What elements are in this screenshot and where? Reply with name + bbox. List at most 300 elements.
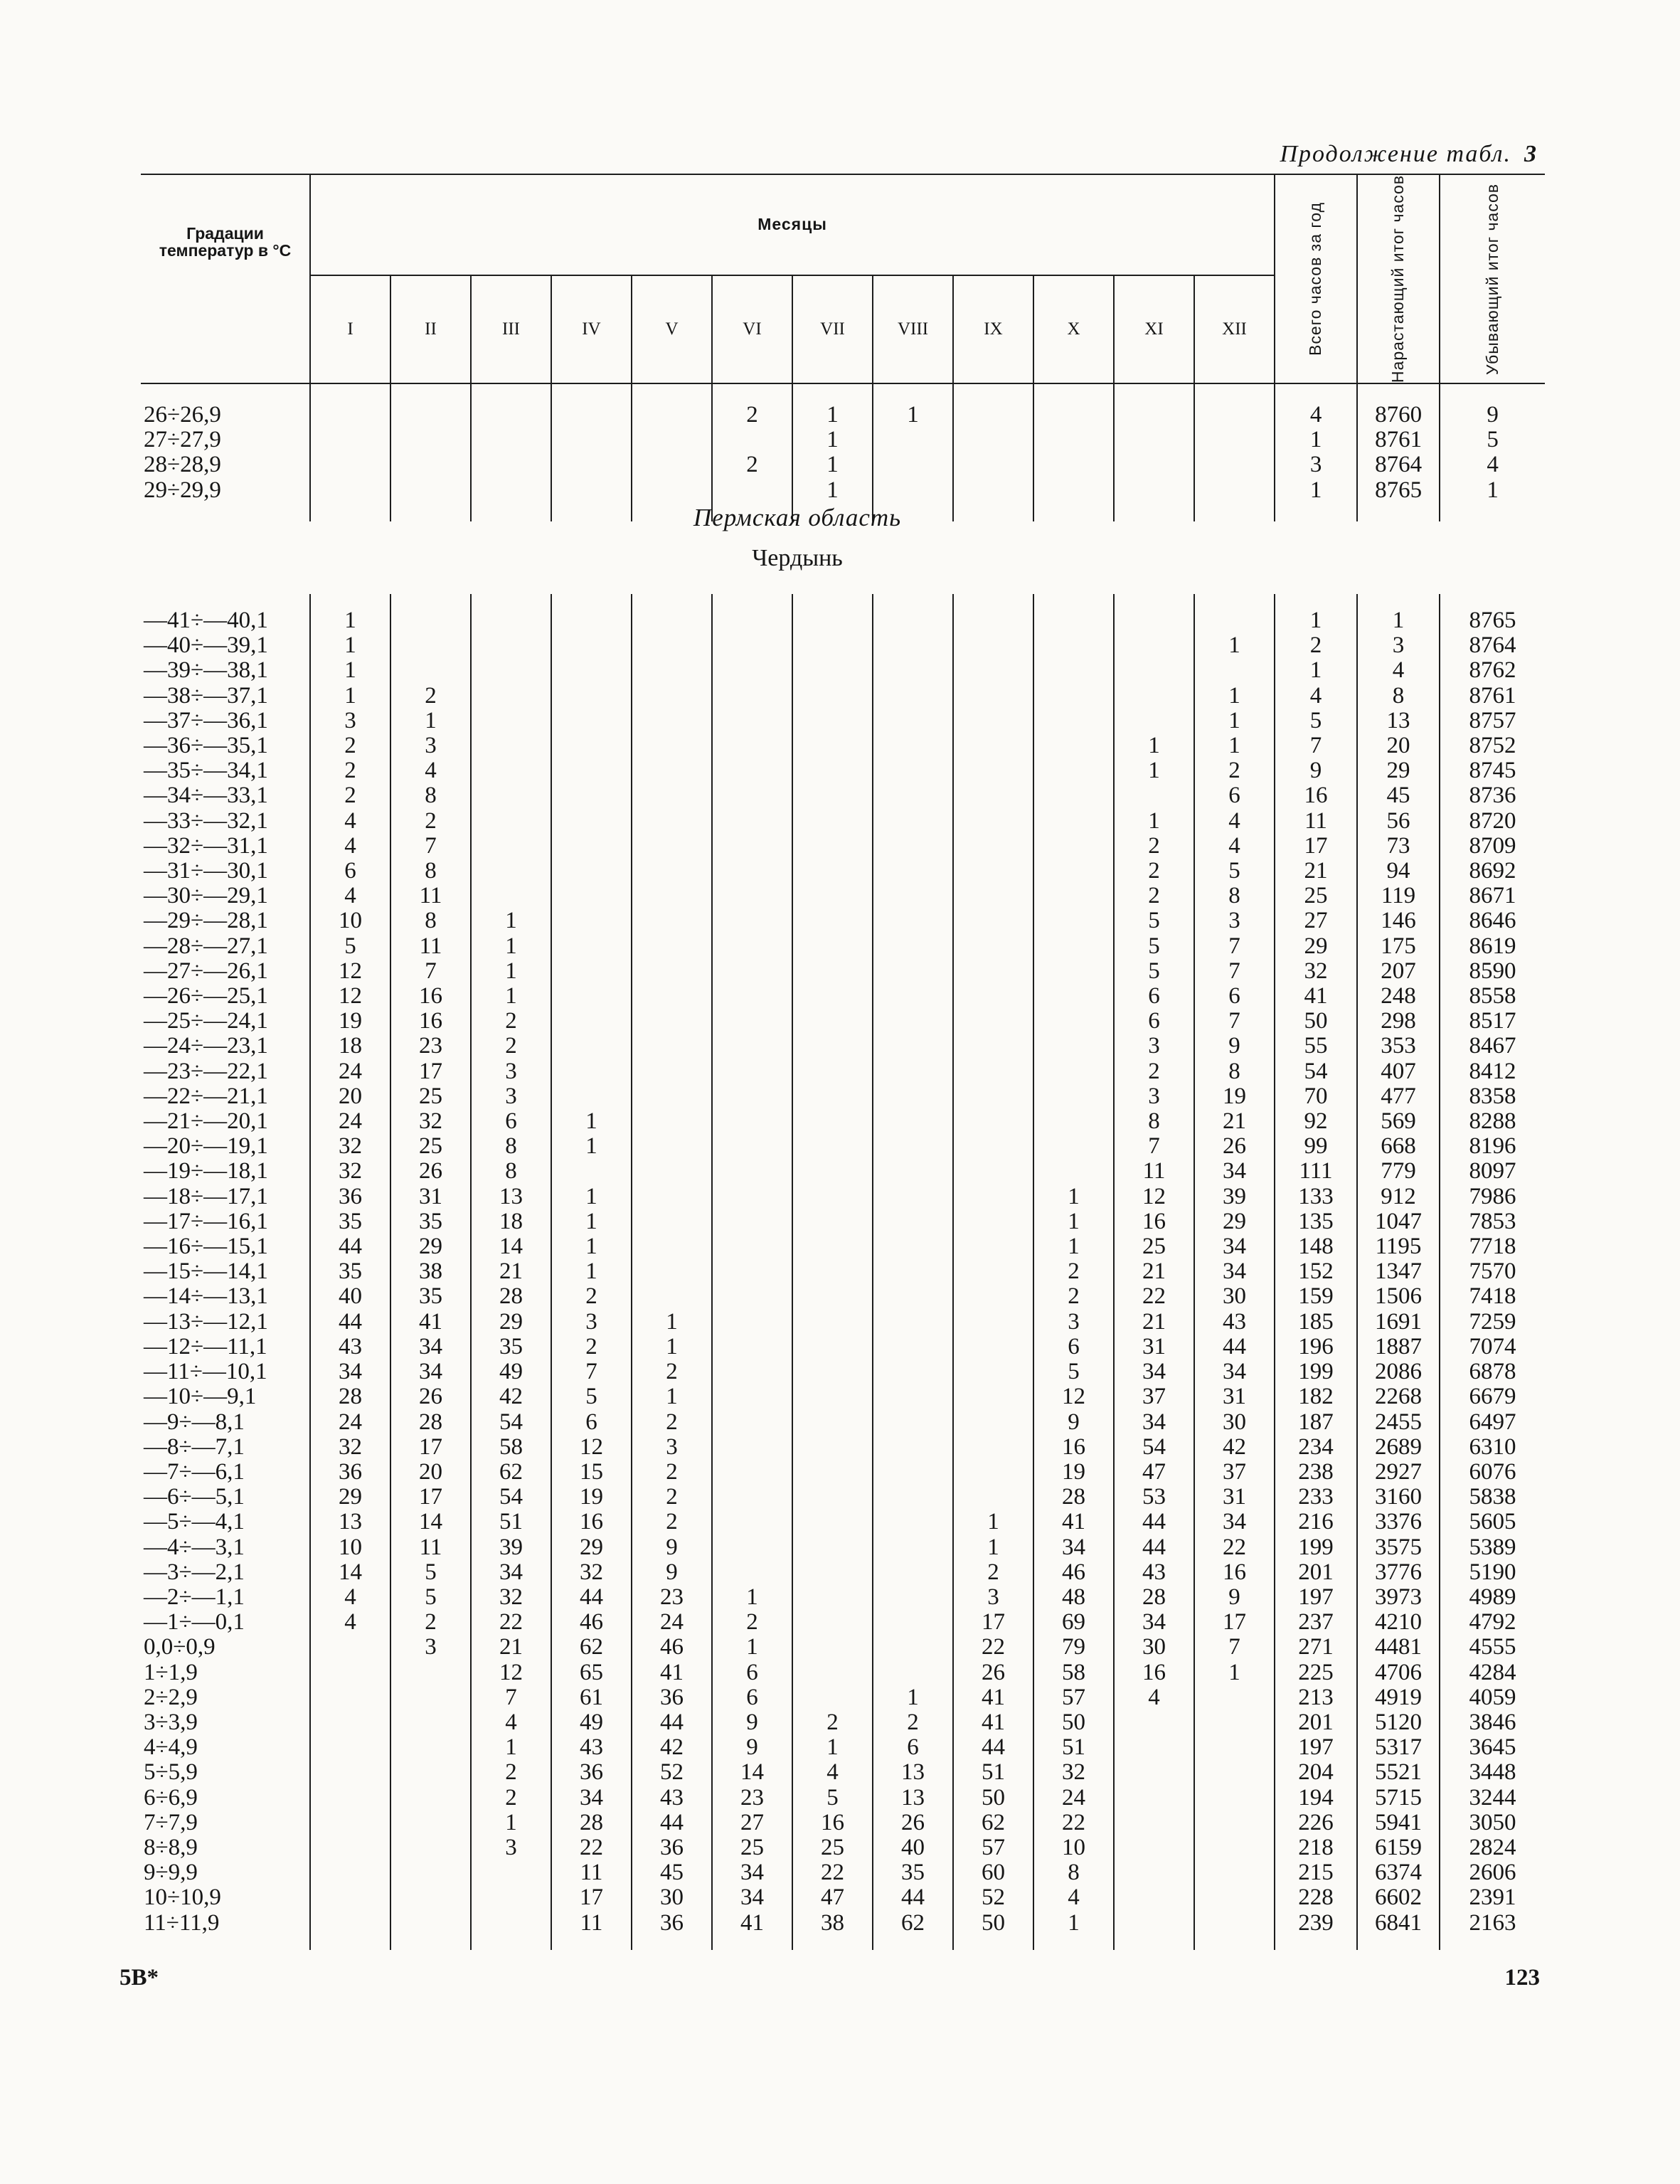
month-value-cell (310, 1835, 390, 1860)
total-cell: 225 (1275, 1660, 1357, 1685)
month-value-cell (953, 908, 1033, 933)
total-cell: 135 (1275, 1209, 1357, 1234)
grade-cell: 26÷26,9 (144, 402, 221, 428)
month-value-cell (873, 1435, 953, 1460)
month-value-cell (1194, 428, 1275, 452)
month-value-cell (1033, 1134, 1114, 1159)
month-value-cell (1194, 1760, 1275, 1785)
month-value-cell (1114, 1860, 1194, 1885)
table-row (141, 859, 1545, 884)
decreasing-cell: 7418 (1440, 1284, 1545, 1309)
grade-cell: —30÷—29,1 (144, 883, 268, 909)
month-value-cell (632, 1009, 712, 1034)
month-value-cell (792, 959, 873, 984)
month-value-cell (471, 428, 551, 452)
month-value-cell (390, 1760, 471, 1785)
month-value-cell (712, 834, 792, 859)
month-value-cell (712, 709, 792, 733)
table-row (141, 1310, 1545, 1335)
total-cell: 197 (1275, 1735, 1357, 1760)
month-value-cell: 11 (551, 1911, 632, 1936)
month-value-cell: 4 (310, 1585, 390, 1610)
total-cell: 11 (1275, 809, 1357, 834)
month-value-cell: 3 (551, 1310, 632, 1335)
month-value-cell: 14 (310, 1560, 390, 1585)
month-value-cell (390, 428, 471, 452)
month-value-cell: 44 (551, 1585, 632, 1610)
month-header: VIII (873, 275, 953, 383)
month-value-cell: 35 (310, 1209, 390, 1234)
month-value-cell (873, 1660, 953, 1685)
month-value-cell: 8 (390, 783, 471, 808)
grade-cell: —38÷—37,1 (144, 682, 268, 709)
month-value-cell: 16 (390, 1009, 471, 1034)
grade-header: Градации температур в °С (159, 224, 292, 260)
spacer-row (141, 1936, 1545, 1950)
month-value-cell: 6 (310, 859, 390, 884)
month-value-cell (953, 1234, 1033, 1259)
month-value-cell: 44 (1114, 1535, 1194, 1560)
month-value-cell (953, 478, 1033, 503)
month-value-cell: 19 (551, 1485, 632, 1510)
month-value-cell (1033, 1059, 1114, 1084)
grade-cell: —15÷—14,1 (144, 1258, 268, 1285)
month-value-cell (310, 1860, 390, 1885)
month-header: XI (1114, 275, 1194, 383)
month-value-cell (551, 478, 632, 503)
month-value-cell: 41 (953, 1710, 1033, 1735)
month-value-cell (390, 1660, 471, 1685)
table-row (141, 1485, 1545, 1510)
cumulative-cell: 1691 (1357, 1310, 1440, 1335)
total-cell: 238 (1275, 1460, 1357, 1485)
month-value-cell (1194, 1735, 1275, 1760)
month-value-cell: 31 (390, 1184, 471, 1209)
month-value-cell: 49 (551, 1710, 632, 1735)
month-value-cell (632, 684, 712, 709)
month-value-cell (873, 1284, 953, 1309)
decreasing-cell: 8358 (1440, 1084, 1545, 1109)
table-row (141, 403, 1545, 428)
month-value-cell: 54 (471, 1410, 551, 1435)
month-value-cell (632, 984, 712, 1009)
decreasing-cell: 8619 (1440, 934, 1545, 959)
month-value-cell: 17 (390, 1435, 471, 1460)
month-value-cell: 3 (390, 733, 471, 758)
month-value-cell (873, 884, 953, 908)
month-value-cell: 30 (1194, 1284, 1275, 1309)
month-value-cell (873, 1084, 953, 1109)
month-value-cell (310, 1760, 390, 1785)
month-value-cell (953, 758, 1033, 783)
month-value-cell: 34 (1114, 1359, 1194, 1384)
month-value-cell (310, 1786, 390, 1811)
month-value-cell: 1 (1194, 709, 1275, 733)
month-value-cell: 24 (632, 1610, 712, 1635)
total-cell: 228 (1275, 1885, 1357, 1910)
month-value-cell: 2 (1114, 859, 1194, 884)
month-value-cell: 47 (1114, 1460, 1194, 1485)
total-cell: 271 (1275, 1635, 1357, 1660)
grade-cell: —7÷—6,1 (144, 1458, 245, 1485)
month-value-cell: 30 (1114, 1635, 1194, 1660)
month-value-cell: 2 (471, 1786, 551, 1811)
month-value-cell (873, 633, 953, 658)
month-value-cell (310, 1685, 390, 1710)
total-cell: 185 (1275, 1310, 1357, 1335)
month-value-cell: 38 (390, 1259, 471, 1284)
month-value-cell (632, 959, 712, 984)
table-row (141, 1460, 1545, 1485)
month-value-cell: 54 (471, 1485, 551, 1510)
grade-cell: 10÷10,9 (144, 1885, 221, 1911)
main-table (141, 594, 1545, 1950)
decreasing-cell: 6679 (1440, 1384, 1545, 1409)
continuation-label: Продолжение табл. (1280, 141, 1511, 167)
cumulative-cell: 1887 (1357, 1335, 1440, 1359)
month-value-cell (873, 1209, 953, 1234)
month-value-cell (712, 1359, 792, 1384)
month-value-cell: 29 (471, 1310, 551, 1335)
month-value-cell (953, 1284, 1033, 1309)
table-number: 3 (1524, 141, 1538, 167)
month-value-cell (632, 633, 712, 658)
month-value-cell (712, 1284, 792, 1309)
month-value-cell: 4 (310, 1610, 390, 1635)
month-value-cell (390, 633, 471, 658)
month-value-cell: 42 (1194, 1435, 1275, 1460)
month-value-cell (792, 1660, 873, 1685)
table-row (141, 658, 1545, 683)
total-cell: 182 (1275, 1384, 1357, 1409)
month-value-cell (873, 1635, 953, 1660)
month-value-cell (873, 1384, 953, 1409)
grade-cell: —26÷—25,1 (144, 983, 268, 1009)
month-value-cell (632, 452, 712, 477)
month-value-cell (390, 1710, 471, 1735)
month-value-cell (632, 1209, 712, 1234)
table-row (141, 1510, 1545, 1534)
decreasing-cell: 5605 (1440, 1510, 1545, 1534)
month-value-cell (712, 884, 792, 908)
month-value-cell (551, 684, 632, 709)
grade-cell: —6÷—5,1 (144, 1484, 245, 1510)
month-value-cell: 1 (792, 1735, 873, 1760)
month-value-cell: 49 (471, 1359, 551, 1384)
month-value-cell (1194, 1885, 1275, 1910)
month-value-cell: 1 (1114, 758, 1194, 783)
month-value-cell (873, 1485, 953, 1510)
month-value-cell: 19 (310, 1009, 390, 1034)
cumulative-cell: 1 (1357, 608, 1440, 633)
month-value-cell (1194, 1786, 1275, 1811)
month-value-cell (551, 908, 632, 933)
month-value-cell: 2 (712, 452, 792, 477)
month-value-cell: 9 (712, 1735, 792, 1760)
grade-cell: 28÷28,9 (144, 452, 221, 478)
month-value-cell (792, 1234, 873, 1259)
month-value-cell (873, 452, 953, 477)
month-value-cell: 35 (471, 1335, 551, 1359)
month-value-cell: 2 (471, 1009, 551, 1034)
table-row (141, 908, 1545, 933)
month-value-cell: 37 (1114, 1384, 1194, 1409)
cumulative-cell: 13 (1357, 709, 1440, 733)
month-value-cell: 32 (310, 1435, 390, 1460)
month-value-cell (1114, 1911, 1194, 1936)
cumulative-cell: 2455 (1357, 1410, 1440, 1435)
month-value-cell (953, 959, 1033, 984)
month-value-cell (1194, 658, 1275, 683)
month-value-cell (712, 1535, 792, 1560)
month-value-cell: 43 (1114, 1560, 1194, 1585)
grade-cell: —12÷—11,1 (144, 1333, 267, 1359)
month-value-cell: 22 (953, 1635, 1033, 1660)
month-value-cell: 25 (712, 1835, 792, 1860)
month-value-cell (792, 1310, 873, 1335)
month-value-cell (712, 908, 792, 933)
month-value-cell: 46 (551, 1610, 632, 1635)
table-row (141, 1109, 1545, 1134)
month-value-cell (792, 733, 873, 758)
total-cell: 1 (1275, 428, 1357, 452)
month-value-cell (712, 1034, 792, 1059)
total-cell: 196 (1275, 1335, 1357, 1359)
month-value-cell: 1 (551, 1184, 632, 1209)
cumulative-cell: 6841 (1357, 1911, 1440, 1936)
month-value-cell: 32 (390, 1109, 471, 1134)
month-value-cell (1194, 1835, 1275, 1860)
month-value-cell (471, 684, 551, 709)
month-value-cell: 5 (310, 934, 390, 959)
grade-cell: —16÷—15,1 (144, 1234, 268, 1260)
month-value-cell (632, 428, 712, 452)
total-cell: 234 (1275, 1435, 1357, 1460)
month-value-cell: 22 (1114, 1284, 1194, 1309)
month-value-cell (712, 1435, 792, 1460)
month-value-cell (873, 1234, 953, 1259)
month-value-cell (712, 809, 792, 834)
month-value-cell (310, 1660, 390, 1685)
month-value-cell: 3 (471, 1835, 551, 1860)
cumulative-cell: 912 (1357, 1184, 1440, 1209)
month-value-cell: 1 (471, 959, 551, 984)
month-value-cell (1033, 1084, 1114, 1109)
grade-cell: —9÷—8,1 (144, 1409, 245, 1435)
month-value-cell: 25 (792, 1835, 873, 1860)
month-value-cell (632, 478, 712, 503)
month-value-cell: 16 (390, 984, 471, 1009)
decreasing-cell: 2824 (1440, 1835, 1545, 1860)
month-value-cell: 43 (310, 1335, 390, 1359)
month-value-cell: 4 (1114, 1685, 1194, 1710)
month-value-cell (792, 1435, 873, 1460)
month-value-cell: 44 (953, 1735, 1033, 1760)
month-value-cell (632, 1234, 712, 1259)
cumulative-cell: 248 (1357, 984, 1440, 1009)
month-value-cell (953, 1184, 1033, 1209)
month-value-cell (953, 1159, 1033, 1184)
decreasing-cell: 8720 (1440, 809, 1545, 834)
spacer-row (141, 383, 1545, 403)
month-value-cell (310, 403, 390, 428)
spacer-row (141, 594, 1545, 608)
month-value-cell: 27 (712, 1811, 792, 1835)
table-row (141, 1184, 1545, 1209)
month-value-cell: 23 (390, 1034, 471, 1059)
month-value-cell: 61 (551, 1685, 632, 1710)
month-header: VI (712, 275, 792, 383)
table-row (141, 1209, 1545, 1234)
month-value-cell: 21 (1114, 1310, 1194, 1335)
month-value-cell: 17 (953, 1610, 1033, 1635)
month-value-cell: 2 (1194, 758, 1275, 783)
month-value-cell (1033, 758, 1114, 783)
total-cell: 1 (1275, 658, 1357, 683)
month-value-cell (1114, 1735, 1194, 1760)
months-header: Месяцы (310, 174, 1275, 275)
month-value-cell: 40 (310, 1284, 390, 1309)
table-row (141, 984, 1545, 1009)
month-value-cell (390, 1860, 471, 1885)
month-value-cell: 3 (1194, 908, 1275, 933)
month-value-cell: 44 (310, 1310, 390, 1335)
month-value-cell: 36 (310, 1184, 390, 1209)
month-value-cell: 12 (1033, 1384, 1114, 1409)
month-value-cell: 4 (310, 809, 390, 834)
month-value-cell: 8 (471, 1159, 551, 1184)
table-row (141, 1259, 1545, 1284)
month-value-cell: 25 (390, 1084, 471, 1109)
month-value-cell (1033, 403, 1114, 428)
month-value-cell (1033, 959, 1114, 984)
month-value-cell: 4 (310, 834, 390, 859)
decreasing-cell: 5 (1440, 428, 1545, 452)
month-value-cell: 16 (551, 1510, 632, 1534)
month-value-cell (1033, 608, 1114, 633)
total-cell: 54 (1275, 1059, 1357, 1084)
month-value-cell (873, 1610, 953, 1635)
month-value-cell (1114, 783, 1194, 808)
month-value-cell (1114, 452, 1194, 477)
month-value-cell (873, 783, 953, 808)
month-value-cell (712, 608, 792, 633)
month-value-cell (310, 1635, 390, 1660)
month-value-cell (792, 984, 873, 1009)
month-value-cell: 24 (310, 1410, 390, 1435)
month-value-cell (1194, 1860, 1275, 1885)
month-value-cell: 5 (390, 1585, 471, 1610)
grade-cell: —23÷—22,1 (144, 1058, 268, 1084)
decreasing-cell: 4059 (1440, 1685, 1545, 1710)
decreasing-cell: 3645 (1440, 1735, 1545, 1760)
month-value-cell: 3 (471, 1084, 551, 1109)
month-value-cell (953, 733, 1033, 758)
month-value-cell (1114, 1835, 1194, 1860)
month-value-cell: 12 (1114, 1184, 1194, 1209)
month-value-cell (712, 758, 792, 783)
month-value-cell: 34 (310, 1359, 390, 1384)
month-value-cell: 8 (1194, 1059, 1275, 1084)
decreasing-cell: 3050 (1440, 1811, 1545, 1835)
decreasing-cell: 7259 (1440, 1310, 1545, 1335)
month-value-cell: 1 (310, 633, 390, 658)
month-value-cell: 62 (551, 1635, 632, 1660)
month-header: IV (551, 275, 632, 383)
month-value-cell: 10 (310, 1535, 390, 1560)
month-value-cell: 37 (1194, 1460, 1275, 1485)
month-value-cell (551, 608, 632, 633)
month-value-cell (632, 809, 712, 834)
decreasing-cell: 8467 (1440, 1034, 1545, 1059)
table-row (141, 452, 1545, 477)
month-value-cell (632, 709, 712, 733)
month-value-cell (551, 859, 632, 884)
month-value-cell: 21 (471, 1259, 551, 1284)
month-value-cell (712, 1310, 792, 1335)
cumulative-cell: 3160 (1357, 1485, 1440, 1510)
table-row (141, 1685, 1545, 1710)
month-value-cell (792, 1384, 873, 1409)
month-value-cell (310, 1885, 390, 1910)
month-value-cell: 5 (1033, 1359, 1114, 1384)
cumulative-cell: 73 (1357, 834, 1440, 859)
cumulative-cell: 569 (1357, 1109, 1440, 1134)
grade-cell: —27÷—26,1 (144, 958, 268, 984)
decreasing-header: Убывающий итог часов (1440, 174, 1545, 383)
month-value-cell (873, 1184, 953, 1209)
month-value-cell: 32 (1033, 1760, 1114, 1785)
month-value-cell (953, 709, 1033, 733)
month-value-cell: 1 (471, 984, 551, 1009)
table-row (141, 733, 1545, 758)
cumulative-cell: 3776 (1357, 1560, 1440, 1585)
month-value-cell: 5 (551, 1384, 632, 1409)
grade-cell: —40÷—39,1 (144, 632, 268, 659)
month-value-cell: 21 (1114, 1259, 1194, 1284)
month-value-cell: 6 (1194, 984, 1275, 1009)
month-value-cell (471, 733, 551, 758)
month-value-cell (632, 859, 712, 884)
month-value-cell: 1 (632, 1310, 712, 1335)
cumulative-cell: 5715 (1357, 1786, 1440, 1811)
month-value-cell: 43 (632, 1786, 712, 1811)
month-header: III (471, 275, 551, 383)
month-value-cell: 34 (1194, 1234, 1275, 1259)
month-value-cell: 8 (1194, 884, 1275, 908)
month-value-cell: 2 (390, 809, 471, 834)
month-value-cell: 34 (712, 1860, 792, 1885)
month-value-cell (953, 684, 1033, 709)
month-value-cell: 18 (310, 1034, 390, 1059)
month-value-cell (953, 984, 1033, 1009)
month-value-cell: 1 (471, 1811, 551, 1835)
month-value-cell: 38 (792, 1911, 873, 1936)
total-cell: 226 (1275, 1811, 1357, 1835)
month-value-cell (953, 1059, 1033, 1084)
month-value-cell: 3 (471, 1059, 551, 1084)
month-value-cell: 24 (1033, 1786, 1114, 1811)
month-value-cell: 28 (1114, 1585, 1194, 1610)
month-value-cell: 2 (390, 684, 471, 709)
month-header: II (390, 275, 471, 383)
cumulative-cell: 5120 (1357, 1710, 1440, 1735)
month-value-cell: 7 (551, 1359, 632, 1384)
month-value-cell: 5 (1194, 859, 1275, 884)
grade-cell: —13÷—12,1 (144, 1308, 268, 1335)
month-value-cell (953, 608, 1033, 633)
month-value-cell (390, 1685, 471, 1710)
